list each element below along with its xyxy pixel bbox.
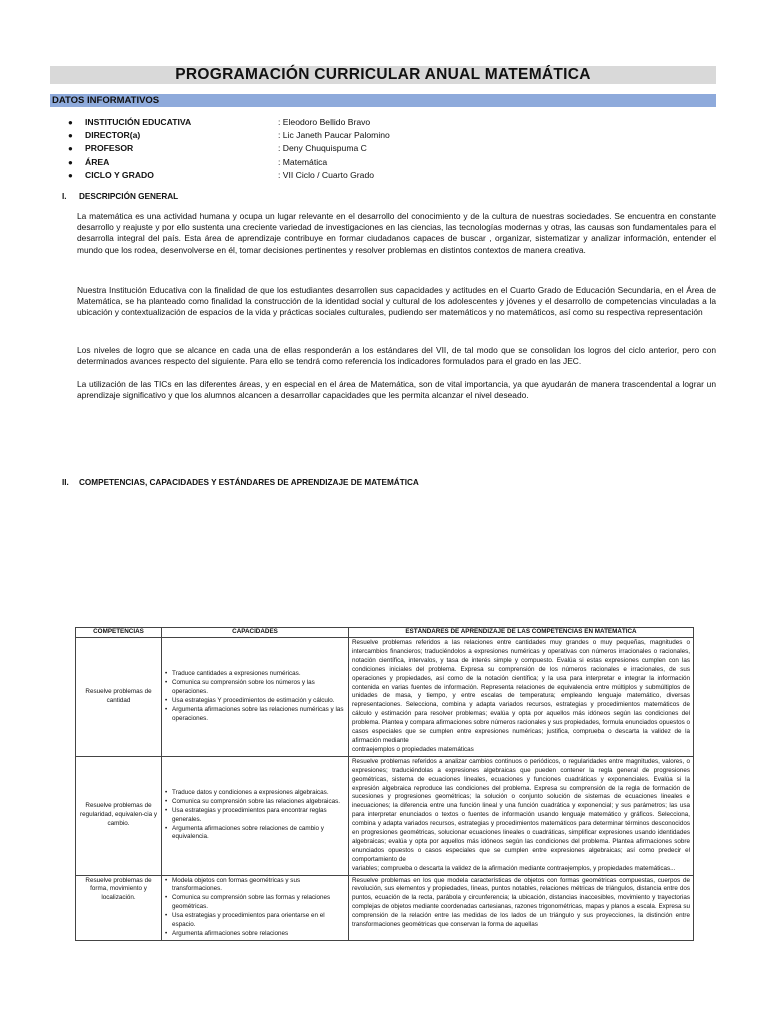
- capacidad-item: [165, 825, 345, 843]
- capacidades-cell: [162, 638, 349, 757]
- bullet-icon: •: [165, 788, 168, 796]
- info-label: CICLO Y GRADO: [85, 169, 154, 180]
- bullet-icon: •: [165, 670, 168, 678]
- bullet-icon: •: [165, 797, 168, 805]
- bullet-icon: •: [165, 824, 168, 832]
- capacidad-text: Comunica su comprensión sobre las formas y relaciones geométricas.: [172, 894, 331, 911]
- info-value: : Matemática: [278, 156, 328, 167]
- estandar-cell: [349, 875, 694, 940]
- capacidad-item: [165, 930, 345, 939]
- estandar-cell: [349, 756, 694, 875]
- table-row: [76, 875, 694, 940]
- capacidad-text: Usa estrategias y procedimientos para encontrar reglas generales.: [172, 806, 327, 823]
- table-row: [76, 756, 694, 875]
- info-label: ÁREA: [85, 156, 110, 167]
- info-value: : Deny Chuquispuma C: [278, 143, 367, 154]
- capacidad-text: Usa estrategias y procedimientos para orientarse en el espacio.: [172, 912, 325, 929]
- capacidad-item: [165, 697, 345, 706]
- competencia-cell: Resuelve problemas de forma, movimiento y localización.: [76, 875, 162, 940]
- bullet-icon: ●: [68, 157, 73, 167]
- bullet-icon: •: [165, 679, 168, 687]
- paragraph-2: Nuestra Institución Educativa con la finalidad de que los estudiantes desarrollen sus capacidades y actitudes en el Cuarto Grado de Educación Secundaria, en el Área de Matemática, se ha planteado como finalidad la construcción de la identidad social y cultural de los adolescentes y jóvenes y el desarrollo de competencias vinculadas a la ubicación y contextualización de espacios de la vida y prácticas sociales culturales, pudiendo ser matemáticos y no matemáticos, así como su respectiva representación: [77, 285, 716, 318]
- capacidad-text: Modela objetos con formas geométricas y sus transformaciones.: [172, 876, 301, 893]
- bullet-icon: •: [165, 806, 168, 814]
- estandar-text: Resuelve problemas referidos a analizar cambios continuos o periódicos, o regularidades entre magnitudes, valores, o expresiones; traduciéndolas a expresiones algebraicas que pueden contener la regla general de progresiones geométricas, sistema de ecuaciones lineales, ecuaciones y funciones cuadráticas y exponenciales. Evalúa si la expresión algebraica reproduce las condiciones del problema. Expresa su comprensión de la regla de formación de sucesiones y progresiones geométricas; la solución o conjunto solución de sistemas de ecuaciones lineales e inecuaciones; la diferencia entre una función lineal y una función cuadrática y exponencial; y sus parámetros; las usa para interpretar enunciados o textos o fuentes de información usando lenguaje matemático y gráficos. Selecciona, combina y adapta variados recursos, estrategias y procedimientos matemáticos para determinar términos desconocidos en progresiones geométricas, solucionar ecuaciones lineales o cuadráticas, simplificar expresiones usando identidades algebraicas; evalúa y opta por aquellos más idóneos según las condiciones del problema. Plantea afirmaciones sobre enunciados opuestos o casos especiales que se cumplen entre expresiones algebraicas; así como predecir el comportamiento de: [352, 757, 690, 863]
- document-title: PROGRAMACIÓN CURRICULAR ANUAL MATEMÁTICA: [50, 66, 716, 84]
- info-value: : Eleodoro Bellido Bravo: [278, 117, 371, 127]
- table-header-row: [76, 628, 694, 638]
- info-label: DIRECTOR(a): [85, 130, 141, 141]
- info-row-director: [68, 129, 708, 142]
- capacidad-text: Argumenta afirmaciones sobre relaciones de cambio y equivalencia.: [172, 824, 324, 841]
- bullet-icon: •: [165, 876, 168, 884]
- bullet-icon: ●: [68, 118, 73, 127]
- estandar-tail: variables; comprueba o descarta la validez de la afirmación mediante contraejemplos, y propiedades matemáticas...: [352, 864, 676, 872]
- paragraph-4: La utilización de las TICs en las diferentes áreas, y en especial en el área de Matemática, son de vital importancia, ya que ayudarán de manera trascendental a lograr un aprendizaje significativo y que los alumnos alcancen a desarrollar capacidades que les permita alcanzar el nivel deseado.: [77, 379, 716, 401]
- info-row-ciclo: [68, 169, 708, 182]
- table-row: [76, 638, 694, 757]
- paragraph-1: La matemática es una actividad humana y ocupa un lugar relevante en el desarrollo del conocimiento y de la cultura de nuestras sociedades. Se encuentra en constante desarrollo y reajuste y por ello sustenta una creciente variedad de investigaciones en las ciencias, las tecnologías modernas y otras, las causas son fundamentales para el desarrolla integral del país. Esta área de aprendizaje contribuye en formar ciudadanos capaces de buscar , organizar, sistematizar y analizar información, entender el mundo que los rodea, desenvolverse en él, tomar decisiones pertinentes y resolver problemas en distintos contextos de manera creativa.: [77, 211, 716, 255]
- paragraph-3: Los niveles de logro que se alcance en cada una de ellas responderán a los estándares del VII, de tal modo que se consolidan los logros del ciclo anterior, pero con determinados avances respecto del siguiente. Para ello se tendrá como referencia los indicadores formulados para el grado en las JEC.: [77, 345, 716, 367]
- capacidad-item: [165, 670, 345, 679]
- competencias-table: [75, 627, 694, 941]
- capacidad-item: [165, 877, 345, 895]
- competencia-cell: Resuelve problemas de regularidad, equivalen-cia y cambio.: [76, 756, 162, 875]
- bullet-icon: ●: [68, 131, 73, 141]
- capacidad-text: Traduce datos y condiciones a expresiones algebraicas.: [172, 788, 329, 796]
- capacidad-item: [165, 798, 345, 807]
- header-capacidades: CAPACIDADES: [162, 628, 349, 638]
- capacidad-text: Comunica su comprensión sobre las relaciones algebraicas.: [172, 797, 341, 805]
- capacidad-text: Comunica su comprensión sobre los números y las operaciones.: [172, 679, 315, 695]
- capacidad-item: [165, 706, 345, 724]
- info-list: [68, 116, 708, 182]
- capacidad-text: Argumenta afirmaciones sobre relaciones: [172, 930, 289, 937]
- info-value: : Lic Janeth Paucar Palomino: [278, 130, 390, 141]
- info-row-area: [68, 156, 708, 169]
- estandar-text: Resuelve problemas referidos a las relaciones entre cantidades muy grandes o muy pequeñas, magnitudes o intercambios financieros; traduciéndolos a expresiones numéricas y operativas con números irracionales o racionales, notación científica, intervalos, y tasa de interés simple y compuesto. Evalúa si estas expresiones cumplen con las condiciones iniciales del problema. Expresa su comprensión de los números racionales e irracionales, de sus operaciones y propiedades, así como de la notación científica; y la usa para interpretar e integrar la información contenida en varias fuentes de información. Representa relaciones de equivalencia entre múltiplos y submúltiplos de unidades de masa, y tiempo, y entre escalas de temperatura; empleando lenguaje matemático, diversas representaciones. Selecciona, combina y adapta variados recursos, estrategias y procedimientos matemáticos de cálculo y estimación para resolver problemas; evalúa y opta por aquellos más idóneos según las condiciones del problema. Plantea y compara afirmaciones sobre números racionales y sus propiedades, formula enunciados opuestos o casos especiales que se cumplen entre expresiones numéricas; justifica, comprueba o descarta la validez de la afirmación mediante: [352, 639, 690, 744]
- info-label: PROFESOR: [85, 143, 134, 154]
- info-label: INSTITUCIÓN EDUCATIVA: [85, 117, 192, 127]
- capacidad-item: [165, 789, 345, 798]
- section-title: DESCRIPCIÓN GENERAL: [79, 192, 179, 201]
- header-estandares: ESTÁNDARES DE APRENDIZAJE DE LAS COMPETENCIAS EN MATEMÁTICA: [349, 628, 694, 638]
- competencia-cell: Resuelve problemas de cantidad: [76, 638, 162, 757]
- bullet-icon: •: [165, 705, 168, 713]
- bullet-icon: •: [165, 696, 168, 704]
- section-number: II.: [62, 478, 69, 487]
- capacidad-item: [165, 679, 345, 697]
- estandar-tail: contraejemplos o propiedades matemáticas: [352, 745, 474, 753]
- header-competencias: COMPETENCIAS: [76, 628, 162, 638]
- info-value: : VII Ciclo / Cuarto Grado: [278, 169, 374, 180]
- estandar-cell: [349, 638, 694, 757]
- capacidad-text: Usa estrategias Y procedimientos de estimación y cálculo.: [172, 696, 335, 704]
- bullet-icon: •: [165, 894, 168, 902]
- capacidad-item: [165, 894, 345, 912]
- bullet-icon: •: [165, 912, 168, 920]
- estandar-text: Resuelve problemas en los que modela características de objetos con formas geométricas compuestas, cuerpos de revolución, sus elementos y propiedades, líneas, puntos notables, relaciones métricas de triángulos, distancia entre dos puntos, ecuación de la recta, parábola y circunferencia; la ubicación, distancias inaccesibles, movimiento y trayectorias complejas de objetos mediante coordenadas cartesianas, razones trigonométricas, mapas y planos a escala. Expresa su comprensión de la relación entre las medidas de los lados de un triángulo y sus proyecciones, la distinción entre transformaciones geométricas que conservan la forma de aquellas: [352, 876, 690, 929]
- bullet-icon: ●: [68, 170, 73, 180]
- section-number: I.: [62, 192, 67, 201]
- section-title: COMPETENCIAS, CAPACIDADES Y ESTÁNDARES DE APRENDIZAJE DE MATEMÁTICA: [79, 478, 419, 487]
- capacidad-item: [165, 807, 345, 825]
- info-row-profesor: [68, 142, 708, 155]
- capacidad-text: Argumenta afirmaciones sobre las relaciones numéricas y las operaciones.: [172, 705, 344, 722]
- capacidad-item: [165, 912, 345, 930]
- info-row-institucion: [68, 116, 708, 129]
- capacidades-cell: [162, 875, 349, 940]
- capacidad-text: Traduce cantidades a expresiones numéricas.: [172, 670, 301, 678]
- capacidades-cell: [162, 756, 349, 875]
- bullet-icon: •: [165, 930, 168, 937]
- bullet-icon: ●: [68, 144, 73, 154]
- datos-informativos-heading: DATOS INFORMATIVOS: [50, 94, 716, 107]
